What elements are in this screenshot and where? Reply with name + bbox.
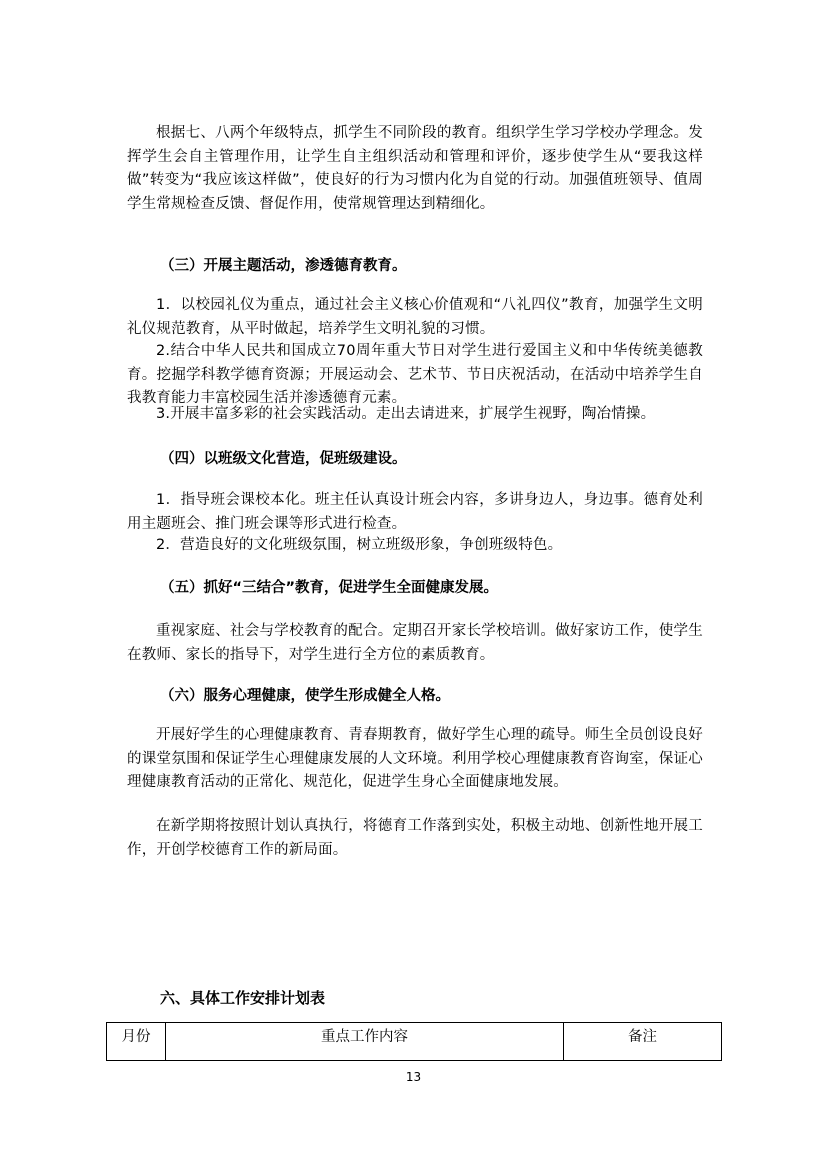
table-header-remarks: 备注 bbox=[564, 1023, 722, 1061]
heading-section-3: （三）开展主题活动，渗透德育教育。 bbox=[160, 258, 407, 274]
paragraph-3-3: 3.开展丰富多彩的社会实践活动。走出去请进来，扩展学生视野，陶冶情操。 bbox=[156, 406, 656, 422]
table-header-row bbox=[107, 1023, 722, 1061]
paragraph-6-1: 开展好学生的心理健康教育、青春期教育，做好学生心理的疏导。师生全员创设良好的课堂氛围和保证学生心理健康发展的人文环境。利用学校心理健康教育咨询室，保证心理健康教育活动的正常化、规范化，促进学生身心全面健康地发展。 bbox=[127, 727, 703, 790]
paragraph-3-2: 2.结合中华人民共和国成立70周年重大节日对学生进行爱国主义和中华传统美德教育。挖掘学科教学德育资源；开展运动会、艺术节、节日庆祝活动，在活动中培养学生自我教育能力丰富校园生活并渗透德育元素。 bbox=[127, 343, 703, 406]
heading-section-5: （五）抓好“三结合”教育，促进学生全面健康发展。 bbox=[160, 580, 499, 596]
table-header-month: 月份 bbox=[107, 1023, 166, 1061]
table-header-content: 重点工作内容 bbox=[166, 1023, 564, 1061]
paragraph-4-2: 2．营造良好的文化班级氛围，树立班级形象，争创班级特色。 bbox=[156, 537, 563, 553]
paragraph-6-2: 在新学期将按照计划认真执行，将德育工作落到实处，积极主动地、创新性地开展工作，开创学校德育工作的新局面。 bbox=[127, 818, 703, 858]
paragraph-intro: 根据七、八两个年级特点，抓学生不同阶段的教育。组织学生学习学校办学理念。发挥学生会自主管理作用，让学生自主组织活动和管理和评价，逐步使学生从“要我这样做”转变为“我应该这样做”，使良好的行为习惯内化为自觉的行动。加强值班领导、值周学生常规检查反馈、督促作用，使常规管理达到精细化。 bbox=[127, 125, 703, 212]
paragraph-4-1: 1．指导班会课校本化。班主任认真设计班会内容，多讲身边人，身边事。德育处利用主题班会、推门班会课等形式进行检查。 bbox=[127, 492, 703, 532]
heading-section-6: （六）服务心理健康，使学生形成健全人格。 bbox=[160, 688, 450, 704]
page-number: 13 bbox=[405, 1070, 422, 1084]
paragraph-3-1: 1．以校园礼仪为重点，通过社会主义核心价值观和“八礼四仪”教育，加强学生文明礼仪规范教育，从平时做起，培养学生文明礼貌的习惯。 bbox=[127, 297, 703, 337]
section-title-work-plan: 六、具体工作安排计划表 bbox=[160, 989, 326, 1007]
paragraph-5: 重视家庭、社会与学校教育的配合。定期召开家长学校培训。做好家访工作，使学生在教师、家长的指导下，对学生进行全方位的素质教育。 bbox=[127, 623, 703, 663]
heading-section-4: （四）以班级文化营造，促班级建设。 bbox=[160, 451, 407, 467]
work-plan-table bbox=[106, 1022, 722, 1061]
